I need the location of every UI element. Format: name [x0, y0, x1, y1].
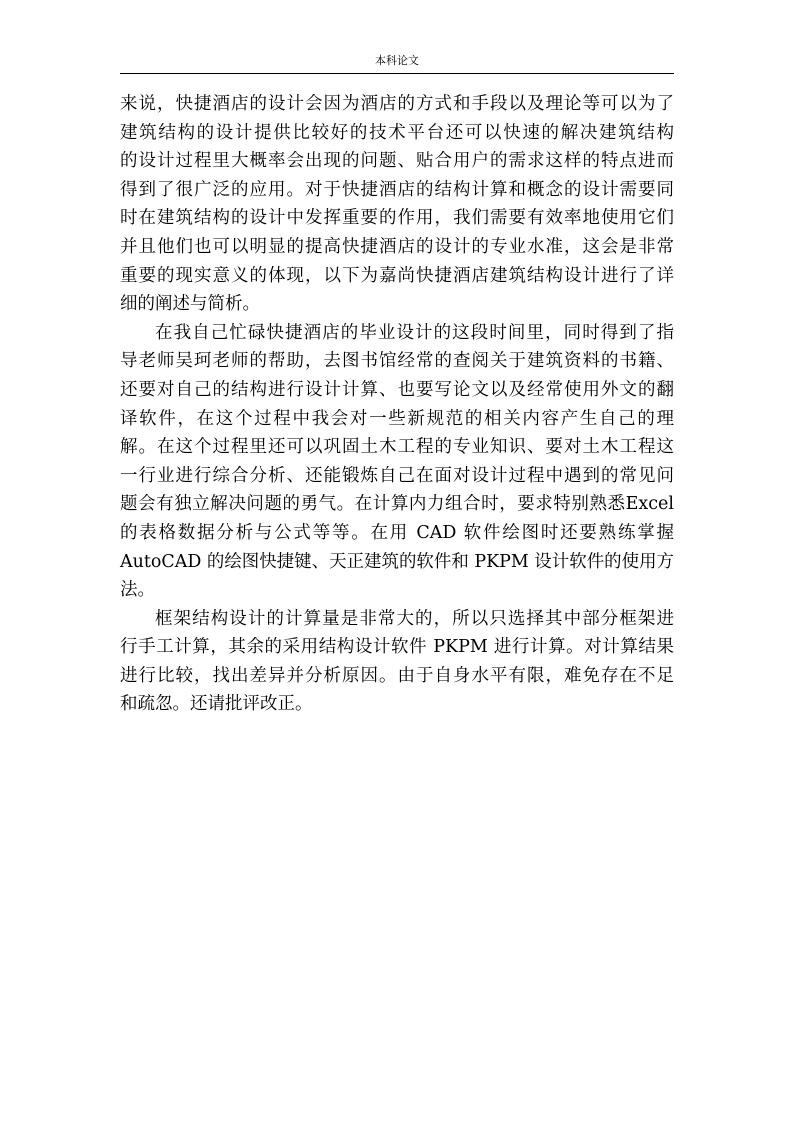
text-line: 框架结构设计的计算量是非常大的，所以只选择其中部分框架进	[155, 608, 674, 629]
text-line: 建筑结构的设计提供比较好的技术平台还可以快速的解决建筑结构	[120, 122, 674, 143]
text-line: 细的阐述与简析。	[120, 294, 260, 315]
text-line: 法。	[120, 580, 155, 601]
text-line: 解。在这个过程里还可以巩固土木工程的专业知识、要对土木工程这	[120, 437, 674, 458]
page-header: 本科论文	[375, 54, 419, 67]
text-line: 行手工计算，其余的采用结构设计软件 PKPM 进行计算。对计算结果	[120, 637, 674, 658]
document-body	[120, 90, 674, 719]
text-line: 得到了很广泛的应用。对于快捷酒店的结构计算和概念的设计需要同	[120, 179, 674, 200]
text-line: 译软件，在这个过程中我会对一些新规范的相关内容产生自己的理	[120, 408, 674, 429]
paragraph-3	[120, 605, 674, 719]
text-line: 导老师吴珂老师的帮助，去图书馆经常的查阅关于建筑资料的书籍、	[120, 351, 674, 372]
text-line: 进行比较，找出差异并分析原因。由于自身水平有限，难免存在不足	[120, 665, 674, 686]
text-line: 在我自己忙碌快捷酒店的毕业设计的这段时间里，同时得到了指	[155, 322, 674, 343]
text-line: 还要对自己的结构进行设计计算、也要写论文以及经常使用外文的翻	[120, 379, 674, 400]
paragraph-1	[120, 90, 674, 319]
text-line: 一行业进行综合分析、还能锻炼自己在面对设计过程中遇到的常见问	[120, 465, 674, 486]
text-line: 和疏忽。还请批评改正。	[120, 694, 313, 715]
text-line: 来说，快捷酒店的设计会因为酒店的方式和手段以及理论等可以为了	[120, 94, 674, 114]
text-line: AutoCAD 的绘图快捷键、天正建筑的软件和 PKPM 设计软件的使用方	[120, 551, 674, 572]
text-line: 并且他们也可以明显的提高快捷酒店的设计的专业水准，这会是非常	[120, 236, 674, 257]
text-line: 的设计过程里大概率会出现的问题、贴合用户的需求这样的特点进而	[120, 151, 674, 172]
paragraph-2	[120, 319, 674, 605]
header-divider	[120, 73, 674, 74]
text-line: 重要的现实意义的体现，以下为嘉尚快捷酒店建筑结构设计进行了详	[120, 265, 674, 286]
text-line: 题会有独立解决问题的勇气。在计算内力组合时，要求特别熟悉Excel	[120, 494, 674, 515]
text-line: 时在建筑结构的设计中发挥重要的作用，我们需要有效率地使用它们	[120, 208, 674, 229]
text-line: 的表格数据分析与公式等等。在用 CAD 软件绘图时还要熟练掌握	[120, 522, 674, 543]
